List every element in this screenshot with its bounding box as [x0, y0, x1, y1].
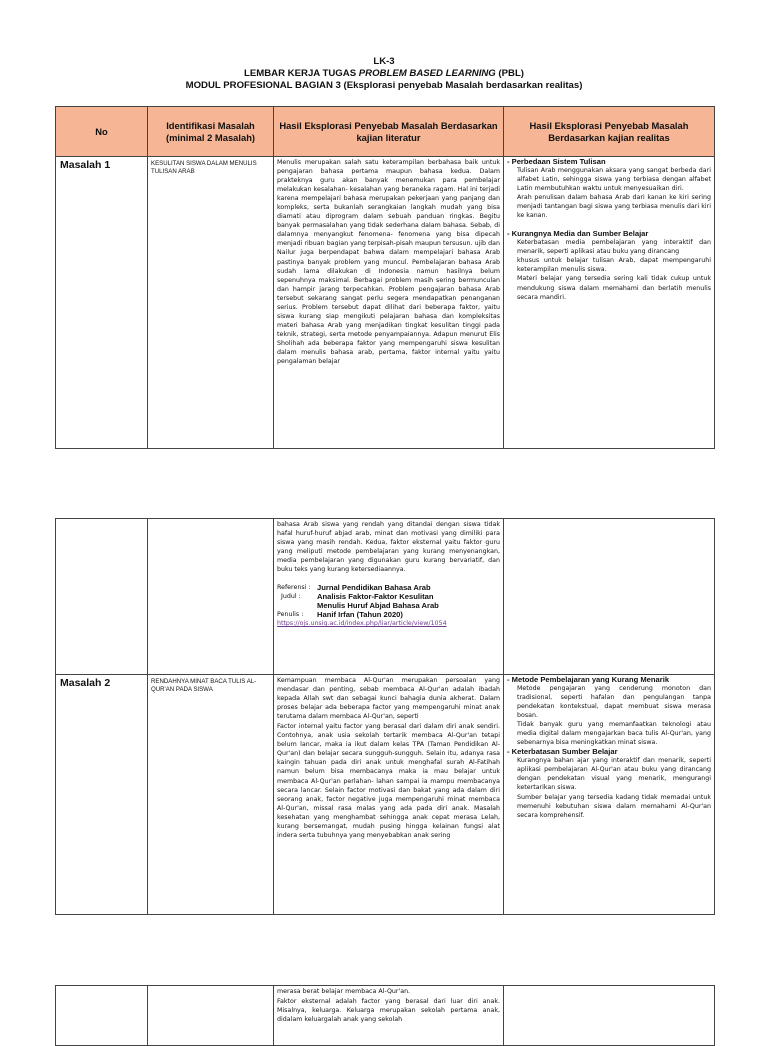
form-title-prefix: LEMBAR KERJA TUGAS	[243, 68, 359, 79]
masalah-1-literatur-cell	[274, 157, 504, 449]
penulis-label: Penulis :	[277, 611, 304, 619]
masalah-1-realitas-text-2a: Keterbatasan media pembelajaran yang interaktif dan menarik, seperti aplikasi atau buku yang dirancang	[517, 239, 711, 256]
masalah-2-literatur-text-3: merasa berat belajar membaca Al-Qur'an.	[277, 988, 411, 995]
form-title-suffix: (PBL)	[495, 68, 524, 79]
table-row-masalah-2-continued	[56, 986, 715, 1046]
masalah-2-realitas-text-1a: Metode pengajaran yang cenderung monoton dan tradisional, seperti hafalan dan pengulangan tanpa pendekatan kontekstual, dapat membuat siswa merasa bosan.	[517, 685, 711, 720]
masalah-1-literatur-text: Menulis merupakan salah satu keterampilan berbahasa baik untuk pengajaran bahasa pertama maupun bahasa kedua. Dalam prakteknya guru akan banyak menemukan para pembelajar melakukan kesalahan- kesalahan yang beraneka ragam. Hal ini terjadi karena mempelajari bahasa merupakan pekerjaan yang panjang dan kompleks, serta bukanlah serangkaian langkah mudah yang bisa diamati atau diprogram dalam sebuah panduan ringkas. Begitu banyak permasalahan yang tidak sederhana dalam bahasa. Sebab, di dalamnya menyangkut fenomena- fenomena yang bisa dipecah menjadi ribuan bagian yang terpisah-pisah maupun tersusun. ujib dan Nailur juga berpendapat bahwa dalam mempelajari bahasa Arab pastinya banyak problem yang muncul. Pembelajaran bahasa Arab sudah lama dilakukan di Indonesia namun hasilnya belum sepenuhnya maksimal. Berbagai problem masih sering bermunculan dan hampir jarang terpecahkan. Problem pengajaran bahasa Arab tersebut sekarang sangat perlu segera mendapatkan penanganan serius. Problem tersebut dapat dilihat dari beberapa faktor, yaitu siswa kurang siap mengikuti pelajaran bahasa dan kompleksitas materi bahasa Arab yang menjadikan tingkat kesulitan tinggi pada teknik, strategi, serta metode penyampaiannya. Adapun menurut Elis Sholihah ada beberapa faktor yang mempengaruhi siswa kesulitan dalam menulis bahasa arab, pertama, faktor internal yaitu yaitu pengalaman belajar	[277, 159, 500, 366]
masalah-2-realitas-text-2a: Kurangnya bahan ajar yang interaktif dan menarik, seperti aplikasi pembelajaran Al-Qur'an atau buku yang dirancang dengan pendekatan visual yang menarik, mengurangi ketertarikan siswa.	[517, 757, 711, 792]
referensi-label: Referensi :	[277, 584, 311, 592]
masalah-1-realitas-text-1a: Tulisan Arab menggunakan aksara yang sangat berbeda dari alfabet Latin, sehingga siswa yang terbiasa dengan alfabet Latin membutuhkan waktu untuk menyesuaikan diri.	[517, 167, 711, 193]
masalah-1-identifikasi-cell	[148, 157, 274, 449]
masalah-2-number-cell	[56, 675, 148, 915]
form-title	[0, 68, 768, 80]
column-header-no: No	[56, 107, 148, 157]
pbl-table-page-3	[55, 985, 715, 1046]
masalah-1-realitas-text-1b: Arah penulisan dalam bahasa Arab dari kanan ke kiri sering menjadi tantangan bagi siswa yang terbiasa menulis dari kiri ke kanan.	[517, 194, 711, 220]
masalah-1-number: Masalah 1	[60, 159, 111, 171]
masalah-1-realitas-heading-1: - Perbedaan Sistem Tulisan	[507, 157, 606, 166]
form-title-italic: PROBLEM BASED LEARNING	[358, 68, 496, 79]
masalah-2-realitas-heading-2: - Keterbatasan Sumber Belajar	[507, 747, 618, 757]
masalah-1-realitas-heading-2: - Kurangnya Media dan Sumber Belajar	[507, 229, 649, 239]
form-subtitle: MODUL PROFESIONAL BAGIAN 3 (Eksplorasi penyebab Masalah berdasarkan realitas)	[185, 80, 583, 91]
column-header-identifikasi: Identifikasi Masalah (minimal 2 Masalah)	[148, 107, 274, 157]
masalah-2-literatur-text-1: Kemampuan membaca Al-Qur'an merupakan persoalan yang mendasar dan penting, sebab membaca Al-Qur'an adalah ibadah kepada Allah swt dan sebagai kunci bahagia dunia akherat. Dalam proses belajar ada beberapa factor yang mempengaruhi minat anak terutama dalam membaca Al-Qur'an, seperti	[277, 677, 500, 721]
judul-label: Judul :	[281, 593, 301, 601]
table-header-row	[56, 107, 715, 157]
form-code: LK-3	[373, 56, 395, 67]
table-row-masalah-1	[56, 157, 715, 449]
masalah-2-literatur-continued-cell	[274, 986, 504, 1046]
referensi-value: Jurnal Pendidikan Bahasa Arab	[317, 583, 431, 593]
pbl-table-page-1	[55, 106, 715, 449]
pbl-table-page-2	[55, 518, 715, 915]
masalah-2-number: Masalah 2	[60, 677, 111, 689]
masalah-1-number-cell	[56, 157, 148, 449]
masalah-1-reference	[274, 583, 503, 628]
masalah-1-realitas-cell	[504, 157, 715, 449]
table-row-masalah-1-continued	[56, 519, 715, 675]
reference-link[interactable]: https://ojs.unsiq.ac.id/index.php/liar/article/view/1054	[277, 620, 447, 628]
masalah-2-realitas-cell	[504, 675, 715, 915]
masalah-2-literatur-text-4: Faktor eksternal adalah factor yang berasal dari luar diri anak. Misalnya, keluarga. Keluarga merupakan sekolah pertama anak, didalam keluargalah anak yang sekolah	[277, 998, 500, 1024]
masalah-1-realitas-text-2c: Materi belajar yang tersedia sering kali tidak cukup untuk mendukung siswa dalam memahami dan berlatih menulis secara mandiri.	[517, 275, 711, 301]
masalah-2-realitas-text-1b: Tidak banyak guru yang memanfaatkan teknologi atau media digital dalam mengajarkan baca tulis Al-Qur'an, yang sebenarnya bisa meningkatkan minat siswa.	[517, 721, 711, 747]
masalah-2-realitas-heading-1: - Metode Pembelajaran yang Kurang Menarik	[507, 675, 670, 684]
judul-value: Analisis Faktor-Faktor Kesulitan Menulis Huruf Abjad Bahasa Arab	[317, 592, 439, 611]
masalah-1-literatur-continued-text: bahasa Arab siswa yang rendah yang ditandai dengan siswa tidak hafal huruf-huruf abjad arab, minat dan motivasi yang dimiliki para siswa yang masih rendah. Kedua, faktor eksternal yaitu faktor guru yang meliputi metode pembelajaran yang kurang menyenangkan, media pembelajaran yang digunakan guru kurang bervariatif, dan buku teks yang kurang ketersediaannya.	[277, 521, 500, 574]
penulis-value: Hanif Irfan (Tahun 2020)	[317, 610, 403, 620]
table-row-masalah-2	[56, 675, 715, 915]
masalah-2-realitas-text-2b: Sumber belajar yang tersedia kadang tidak memadai untuk memenuhi kebutuhan siswa dalam memahami Al-Qur'an secara komprehensif.	[517, 793, 711, 819]
masalah-2-literatur-cell	[274, 675, 504, 915]
column-header-literatur: Hasil Eksplorasi Penyebab Masalah Berdasarkan kajian literatur	[274, 107, 504, 157]
masalah-2-identifikasi: RENDAHNYA MINAT BACA TULIS AL-QUR'AN PADA SISWA	[151, 678, 257, 693]
masalah-2-literatur-text-2: Factor internal yaitu factor yang berasal dari dalam diri anak sendiri. Contohnya, anak usia sekolah tertarik membaca Al-Qur'an tetapi belum lancar, maka ia ikut dalam kelas TPA (Taman Pendidikan Al-Qur'an) dan belajar secara sungguh-sungguh. Selain itu, adanya rasa kaingin tahuan pada diri anak untuk menghafal surah Al-Fatihah namun belum bisa membacanya maka ia mau belajar untuk membaca Al-Qur'an perlahan- lahan sampai ia mampu membacanya secara lancar. Selain factor motivasi dan bakat yang ada dalam diri seorang anak, factor negative juga mempengaruhi minat membaca Al-Qur'an, missal rasa malas yang ada pada diri anak. Masalah kesehatan yang menghambat sehingga anak cepat merasa Lelah, kurang bersemangat, mudah pusing hingga kelainan fungsi alat indera serta tubuhnya yang menyebabkan anak sering	[277, 723, 500, 839]
masalah-1-literatur-continued-cell	[274, 519, 504, 675]
column-header-realitas: Hasil Eksplorasi Penyebab Masalah Berdasarkan kajian realitas	[504, 107, 715, 157]
masalah-1-realitas-text-2b: khusus untuk belajar tulisan Arab, dapat mempengaruhi keterampilan menulis siswa.	[517, 257, 711, 274]
masalah-2-identifikasi-cell	[148, 675, 274, 915]
masalah-1-identifikasi: KESULITAN SISWA DALAM MENULIS TULISAN ARAB	[151, 160, 257, 175]
